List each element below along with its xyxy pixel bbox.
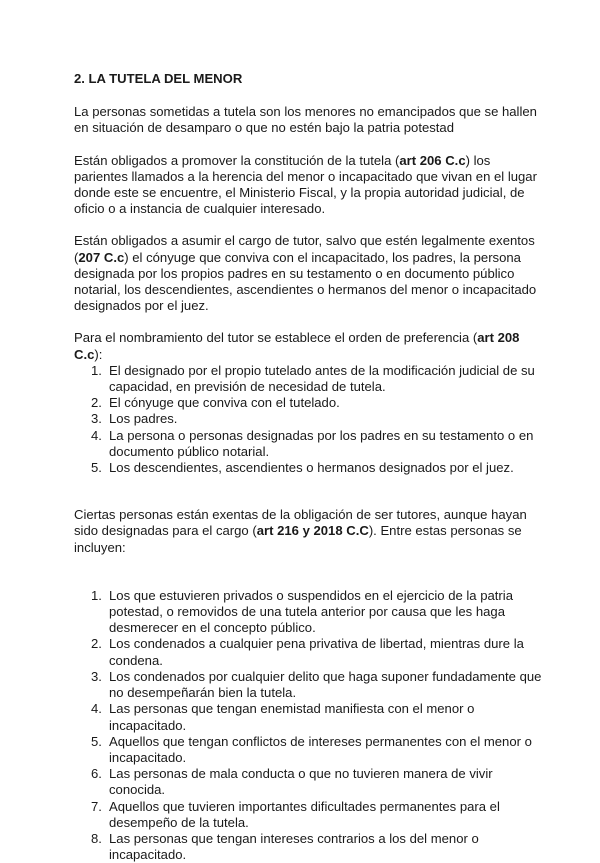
text-run: ). Entre estas personas se incluyen: (74, 523, 522, 555)
list-item (74, 701, 544, 733)
list-item-text: Los condenados a cualquier pena privativa de libertad, mientras dure la condena. (109, 636, 524, 668)
list-item-text: Las personas de mala conducta o que no tuvieren manera de vivir conocida. (109, 766, 493, 798)
list-number: 4. (91, 427, 102, 443)
list-item (74, 363, 544, 395)
spacer (74, 491, 544, 507)
paragraph-subjects: La personas sometidas a tutela son los menores no emancipados que se hallen en situación de desamparo o que no estén bajo la patria potestad (74, 104, 537, 136)
paragraph-obligated (74, 233, 544, 314)
spacer (74, 572, 544, 588)
text-run: ): (94, 346, 103, 362)
list-number: 8. (91, 830, 102, 846)
list-number: 1. (91, 587, 102, 603)
list-item-text: La persona o personas designadas por los padres en su testamento o en documento público notarial. (109, 427, 534, 459)
list-item-text: Las personas que tengan intereses contrarios a los del menor o incapacitado. (109, 830, 479, 863)
law-reference: art 206 C.c (399, 152, 466, 168)
list-number: 3. (91, 668, 102, 684)
list-item (74, 460, 544, 476)
list-number: 5. (91, 460, 102, 476)
list-item-text: Los padres. (109, 411, 178, 427)
law-reference: art 208 C.c (74, 330, 520, 362)
list-number: 1. (91, 362, 102, 378)
list-number: 6. (91, 766, 102, 782)
list-item (74, 411, 544, 427)
law-reference: 207 C.c (78, 249, 125, 265)
list-item-text: El cónyuge que conviva con el tutelado. (109, 395, 340, 411)
list-item-text: El designado por el propio tutelado antes de la modificación judicial de su capacidad, en previsión de necesidad de tutela. (109, 362, 535, 395)
list-item (74, 588, 544, 637)
document-body (74, 71, 544, 863)
list-number: 7. (91, 798, 102, 814)
list-item (74, 831, 544, 863)
list-item-text: Los condenados por cualquier delito que haga suponer fundadamente que no desempeñarán bien la tutela. (109, 668, 542, 701)
list-number: 4. (91, 701, 102, 717)
preference-list (74, 363, 544, 476)
list-item-text: Los que estuvieren privados o suspendidos en el ejercicio de la patria potestad, o removidos de una tutela anterior por causa que les haga desmerecer en el concepto público. (109, 587, 513, 636)
list-item (74, 734, 544, 766)
list-item (74, 799, 544, 831)
paragraph-exemptions (74, 507, 544, 556)
list-number: 2. (91, 395, 102, 411)
text-run: Ciertas personas están exentas de la obligación de ser tutores, aunque hayan sido designadas para el cargo ( (74, 507, 527, 539)
list-number: 3. (91, 411, 102, 427)
law-reference: art 216 y 2018 C.C (256, 523, 369, 539)
list-item (74, 428, 544, 460)
list-item-text: Aquellos que tuvieren importantes dificultades permanentes para el desempeño de la tutela. (109, 798, 500, 830)
exempt-list (74, 588, 544, 863)
paragraph-promoters (74, 153, 544, 218)
text-run: Están obligados a promover la constitución de la tutela ( (74, 152, 400, 168)
list-item (74, 669, 544, 701)
section-title: 2. LA TUTELA DEL MENOR (74, 71, 243, 86)
text-run: ) los parientes llamados a la herencia del menor o incapacitado que vivan en el lugar donde este se encuentre, el Ministerio Fiscal, y la propia autoridad judicial, de oficio o a instancia de cualquier interesado. (74, 152, 537, 217)
text-run: Están obligados a asumir el cargo de tutor, salvo que estén legalmente exentos ( (74, 233, 535, 265)
list-number: 2. (91, 636, 102, 652)
list-item (74, 636, 544, 668)
list-item (74, 766, 544, 798)
list-item (74, 395, 544, 411)
list-number: 5. (91, 733, 102, 749)
text-run: Para el nombramiento del tutor se establece el orden de preferencia ( (74, 330, 478, 346)
list-item-text: Aquellos que tengan conflictos de intereses permanentes con el menor o incapacitado. (109, 733, 532, 765)
list-item-text: Las personas que tengan enemistad manifiesta con el menor o incapacitado. (109, 701, 475, 733)
list-item-text: Los descendientes, ascendientes o hermanos designados por el juez. (109, 460, 514, 476)
paragraph-preference (74, 330, 544, 362)
text-run: ) el cónyuge que conviva con el incapacitado, los padres, la persona designada por los propios padres en su testamento o en documento público notarial, los descendientes, ascendientes o hermanos del menor o incapacitado designados por el juez. (74, 249, 537, 314)
